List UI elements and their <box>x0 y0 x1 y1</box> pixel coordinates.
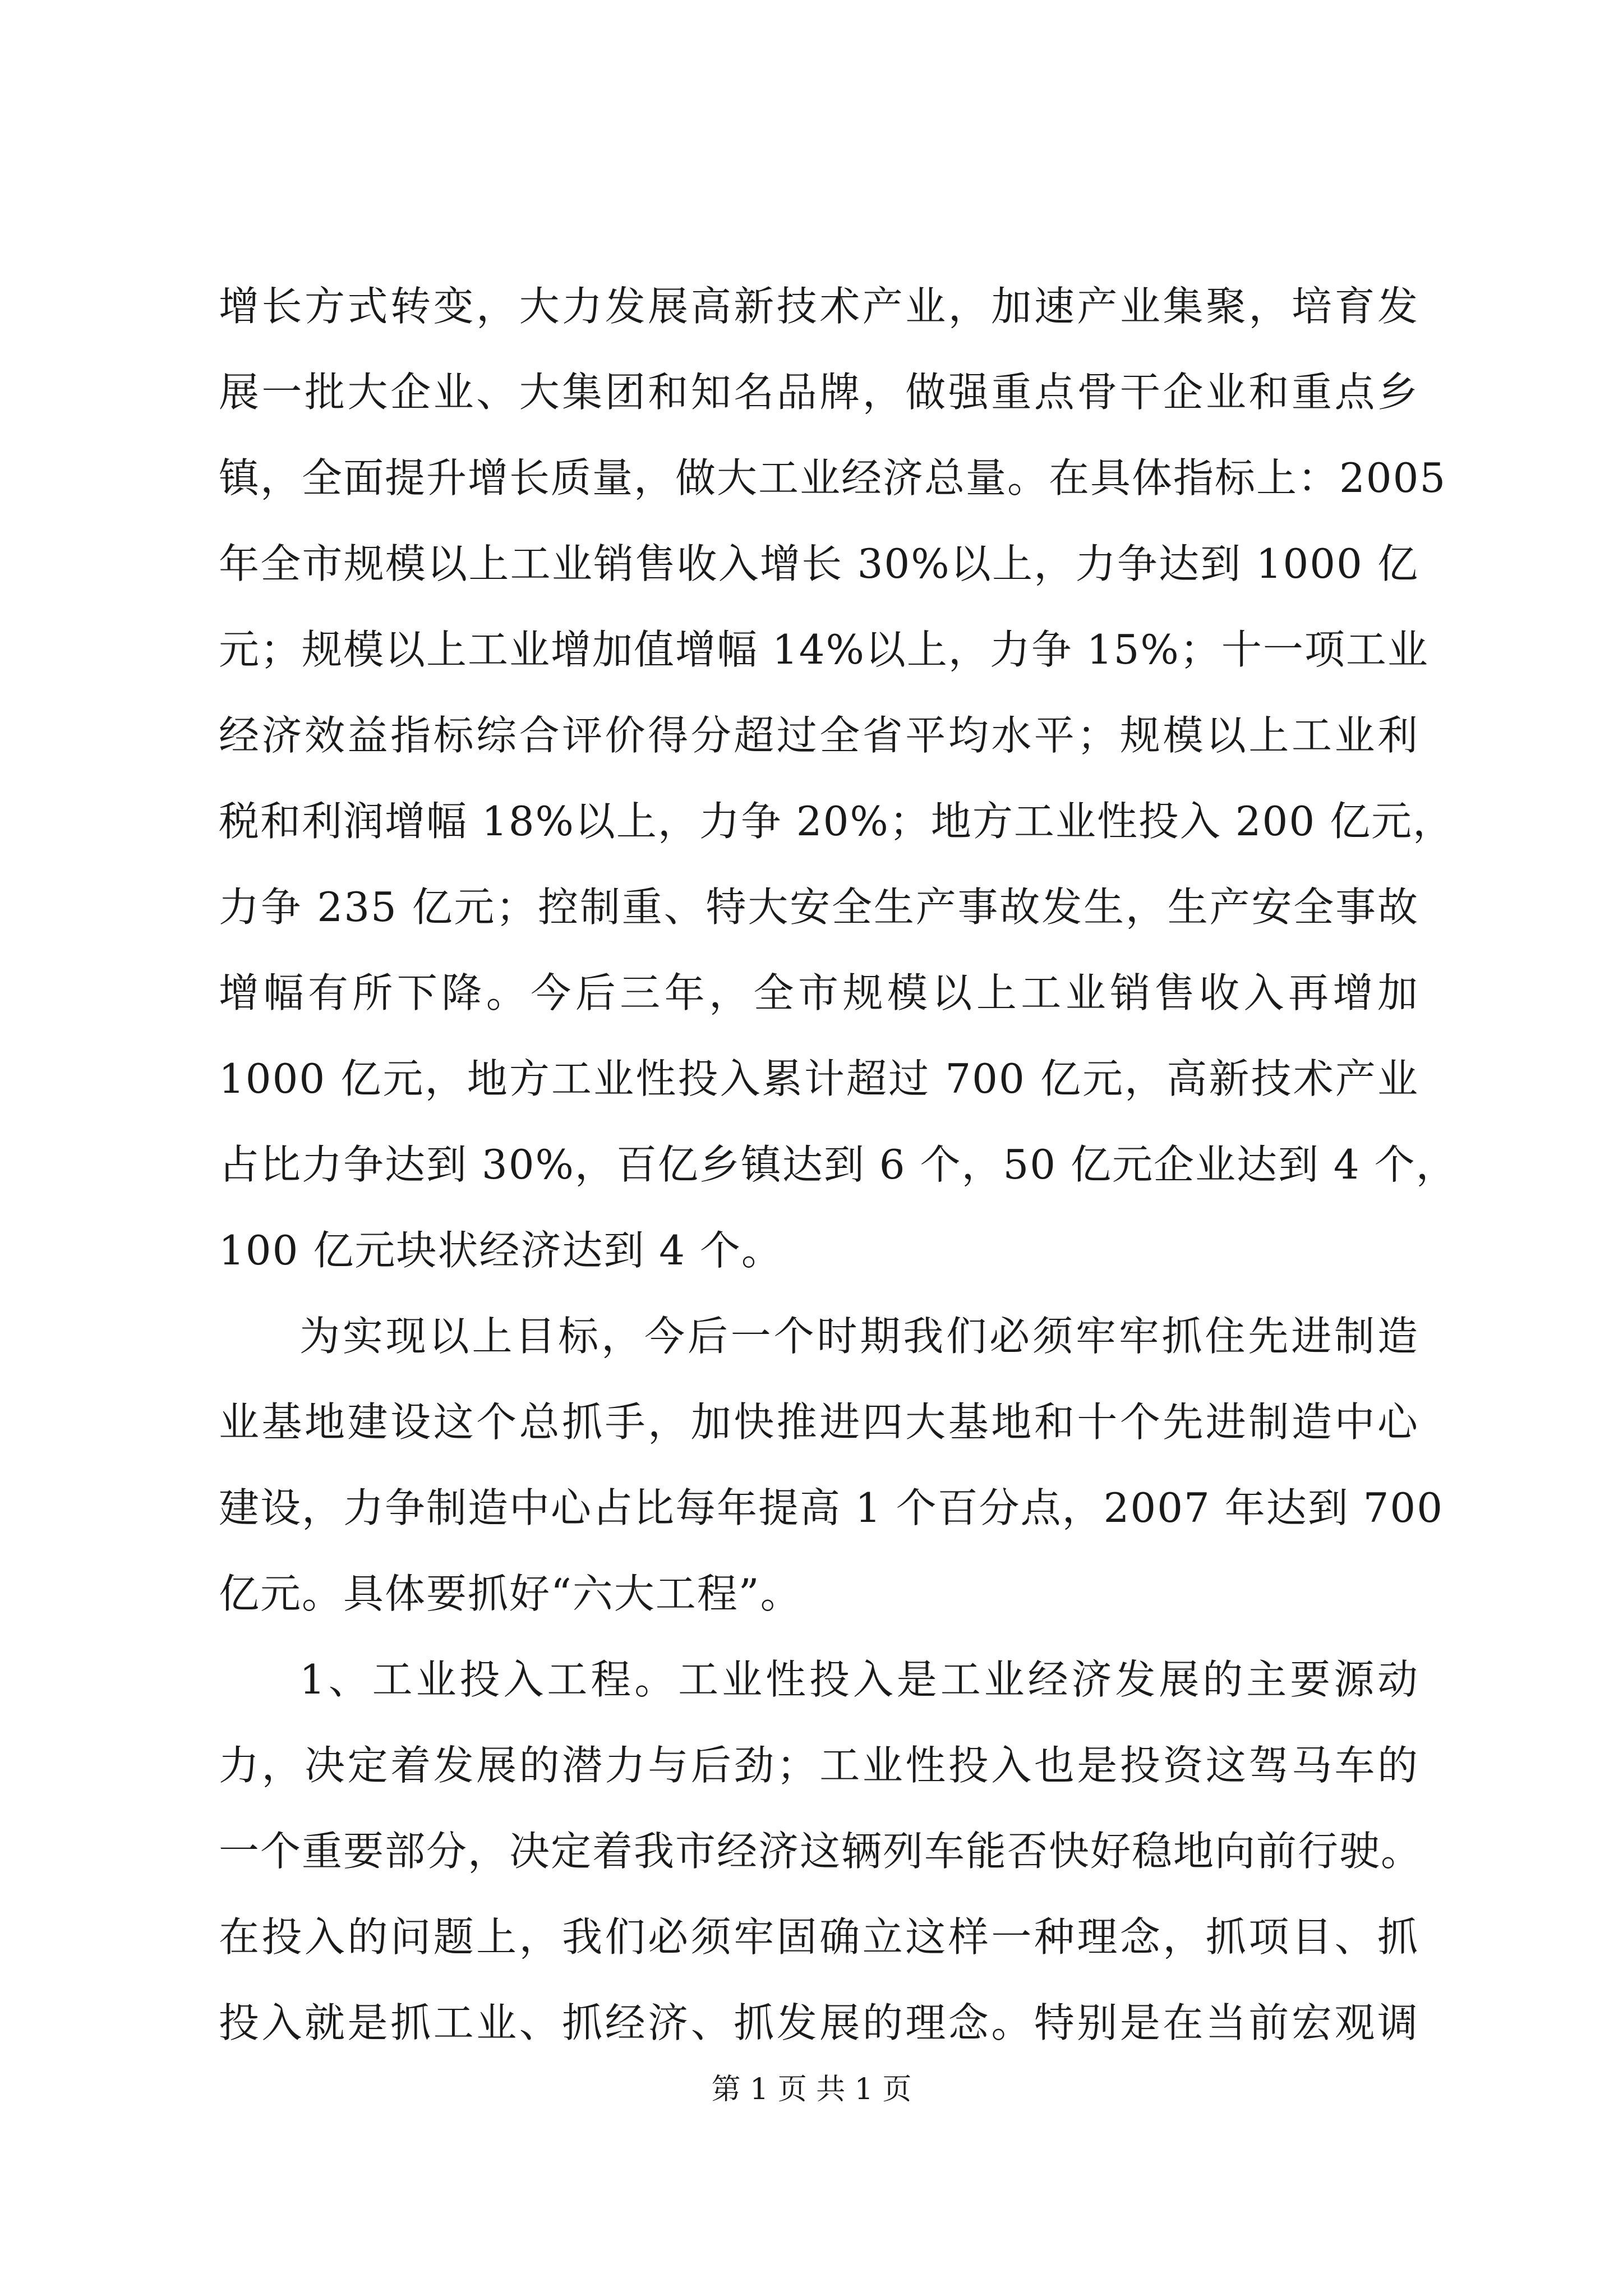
paragraph-1 <box>219 264 1458 1294</box>
text-line: 建设，力争制造中心占比每年提高 1 个百分点，2007 年达到 700 <box>219 1484 1444 1531</box>
text-line: 占比力争达到 30%，百亿乡镇达到 6 个，50 亿元企业达到 4 个， <box>219 1141 1458 1188</box>
document-body <box>219 264 1458 2066</box>
text-line: 镇，全面提升增长质量，做大工业经济总量。在具体指标上：2005 <box>219 454 1447 501</box>
page-footer <box>0 2070 1623 2109</box>
text-line: 为实现以上目标，今后一个时期我们必须牢牢抓住先进制造 <box>299 1313 1419 1360</box>
paragraph-2 <box>219 1294 1444 1637</box>
text-line: 力争 235 亿元；控制重、特大安全生产事故发生，生产安全事故 <box>219 884 1419 931</box>
page-number-label: 第 1 页 共 1 页 <box>711 2073 912 2106</box>
text-line: 业基地建设这个总抓手，加快推进四大基地和十个先进制造中心 <box>219 1398 1419 1446</box>
text-line: 元；规模以上工业增加值增幅 14%以上，力争 15%；十一项工业 <box>219 626 1429 673</box>
text-line: 100 亿元块状经济达到 4 个。 <box>219 1227 783 1274</box>
text-line: 增幅有所下降。今后三年，全市规模以上工业销售收入再增加 <box>219 969 1419 1016</box>
text-line: 亿元。具体要抓好“六大工程”。 <box>219 1570 802 1617</box>
text-line: 展一批大企业、大集团和知名品牌，做强重点骨干企业和重点乡 <box>219 369 1419 416</box>
text-line: 税和利润增幅 18%以上，力争 20%；地方工业性投入 200 亿元， <box>219 798 1455 845</box>
text-line: 经济效益指标综合评价得分超过全省平均水平；规模以上工业利 <box>219 712 1419 759</box>
text-line: 1000 亿元，地方工业性投入累计超过 700 亿元，高新技术产业 <box>219 1055 1419 1102</box>
text-line: 投入就是抓工业、抓经济、抓发展的理念。特别是在当前宏观调 <box>219 1999 1419 2046</box>
text-line: 力，决定着发展的潜力与后劲；工业性投入也是投资这驾马车的 <box>219 1742 1419 1789</box>
text-line: 一个重要部分，决定着我市经济这辆列车能否快好稳地向前行驶。 <box>219 1828 1423 1875</box>
text-line: 年全市规模以上工业销售收入增长 30%以上，力争达到 1000 亿 <box>219 540 1419 587</box>
paragraph-3 <box>219 1637 1423 2066</box>
text-line: 在投入的问题上，我们必须牢固确立这样一种理念，抓项目、抓 <box>219 1913 1419 1961</box>
text-line: 1、工业投入工程。工业性投入是工业经济发展的主要源动 <box>299 1656 1419 1703</box>
text-line: 增长方式转变，大力发展高新技术产业，加速产业集聚，培育发 <box>219 283 1419 330</box>
